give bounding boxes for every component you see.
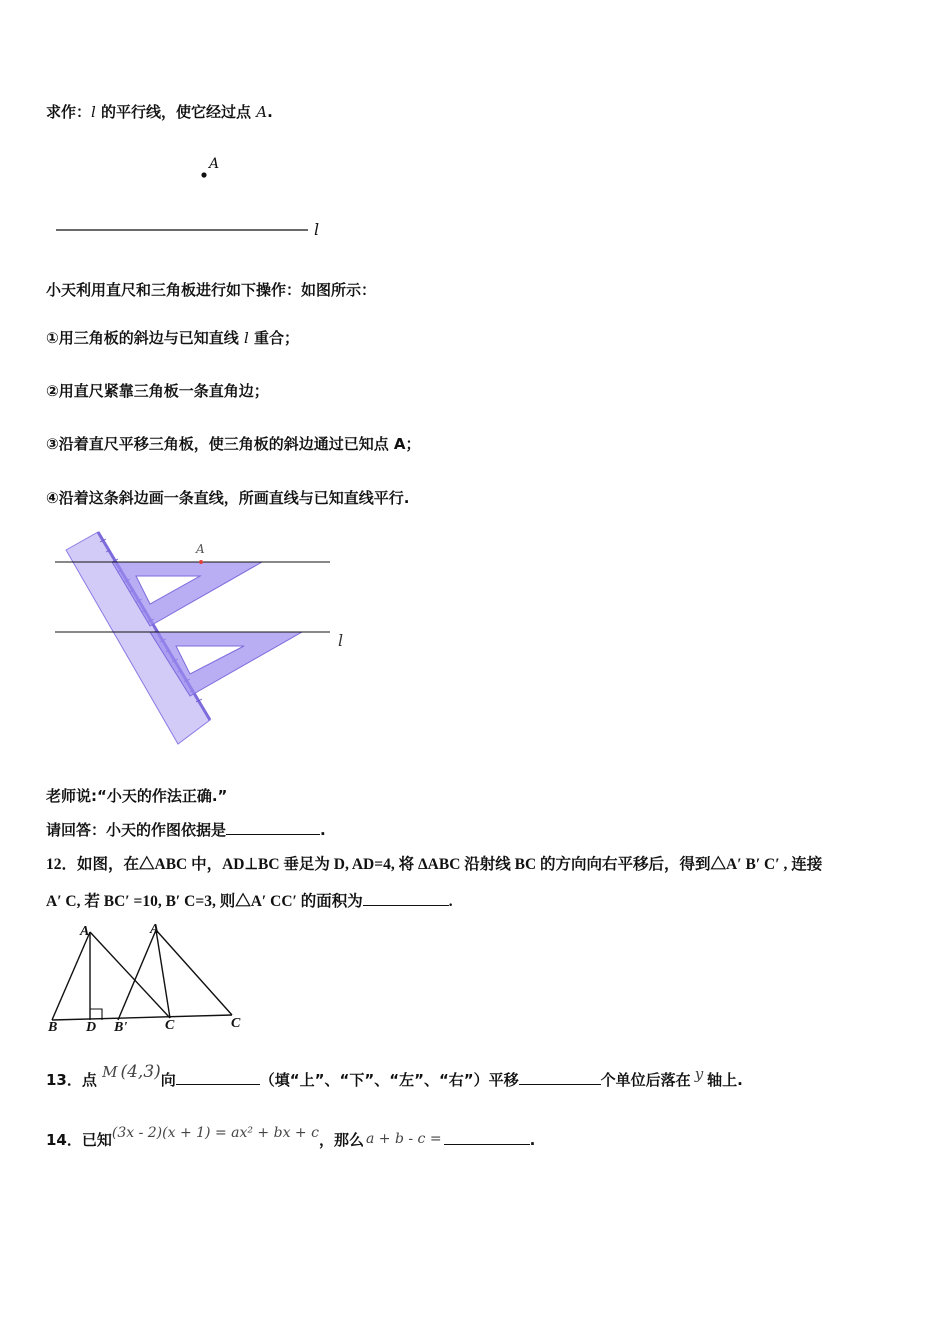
line-symbol: l: [91, 103, 96, 121]
steps-intro: 小天利用直尺和三角板进行如下操作：如图所示：: [46, 281, 377, 299]
step-4: ④沿着这条斜边画一条直线，所画直线与已知直线平行.: [46, 489, 410, 507]
teacher-question: [46, 820, 326, 840]
q13-text-1: 向: [160, 1071, 176, 1089]
point-symbol: A: [256, 103, 268, 121]
point-a-label: A: [209, 156, 220, 172]
question-end: .: [320, 821, 326, 839]
construction-figure: [0, 0, 950, 260]
q13-text-2: （填“上”、“下”、“左”、“右”）平移: [259, 1071, 519, 1089]
prompt-text-2: 的平行线，使它经过点: [95, 103, 257, 121]
q12-line2: [46, 891, 453, 912]
label-a: A: [80, 924, 90, 939]
q14-equation: (3x - 2)(x + 1) = ax² + bx + c: [111, 1125, 319, 1141]
answer-blank[interactable]: [226, 820, 320, 835]
q14-expression: a + b - c =: [365, 1131, 442, 1147]
q13-point-m: M: [102, 1063, 118, 1081]
q14-prefix: 14．已知: [46, 1131, 112, 1149]
point-a-marker: [199, 560, 203, 564]
q13: [46, 1062, 743, 1090]
q12-figure: [40, 920, 260, 1040]
q13-text-3: 个单位后落在: [600, 1071, 691, 1089]
label-c-prime: C: [231, 1016, 241, 1031]
step-1: [46, 328, 299, 348]
q12-line1: 12．如图，在△ABC 中，AD⊥BC 垂足为 D, AD=4, 将 ΔABC 沿射线 BC 的方向向右平移后，得到△A′ B′ C′ , 连接: [46, 856, 823, 873]
q12-text: A′ C, 若 BC′ =10, B′ C=3, 则△A′ CC′ 的面积为: [46, 893, 363, 910]
teacher-remark: 老师说:“小天的作法正确.”: [46, 787, 228, 805]
q13-prefix: 13．点: [46, 1071, 103, 1089]
q13-units-blank[interactable]: [519, 1070, 601, 1085]
q13-coords: (4,3): [120, 1062, 161, 1082]
label-b-prime: B': [114, 1020, 128, 1035]
step-1-end: 重合；: [248, 329, 299, 347]
segment-a-prime-b-prime: [118, 930, 156, 1020]
prompt-text: 求作：: [46, 103, 92, 121]
label-a-prime: A: [150, 922, 160, 937]
segment-ab: [52, 932, 90, 1020]
label-d: D: [86, 1020, 97, 1035]
q14-text: ，那么: [318, 1131, 364, 1149]
step-3: ③沿着直尺平移三角板，使三角板的斜边通过已知点 A；: [46, 435, 421, 453]
ruler-figure: [0, 520, 380, 760]
q13-direction-blank[interactable]: [176, 1070, 260, 1085]
point-a-dot: [201, 172, 206, 177]
q14-suffix: .: [529, 1131, 536, 1149]
q12-end: .: [448, 893, 453, 910]
q13-y: y: [694, 1065, 704, 1083]
segment-bc-prime: [52, 1015, 232, 1020]
label-b: B: [48, 1020, 58, 1035]
q12-answer-blank[interactable]: [363, 891, 449, 906]
step-2: ②用直尺紧靠三角板一条直角边；: [46, 382, 269, 400]
q14-answer-blank[interactable]: [444, 1130, 530, 1145]
line-l-label: l: [314, 220, 320, 239]
figure1-line-label: l: [338, 631, 344, 650]
prompt-end: .: [267, 103, 273, 121]
figure1-point-label: A: [196, 542, 205, 556]
question-text: 请回答：小天的作图依据是: [46, 821, 227, 839]
q13-suffix: 轴上.: [707, 1071, 743, 1089]
step-1-text: ①用三角板的斜边与已知直线: [46, 329, 244, 347]
line-symbol: l: [243, 329, 249, 347]
q14: [46, 1125, 536, 1151]
label-c: C: [165, 1018, 175, 1033]
